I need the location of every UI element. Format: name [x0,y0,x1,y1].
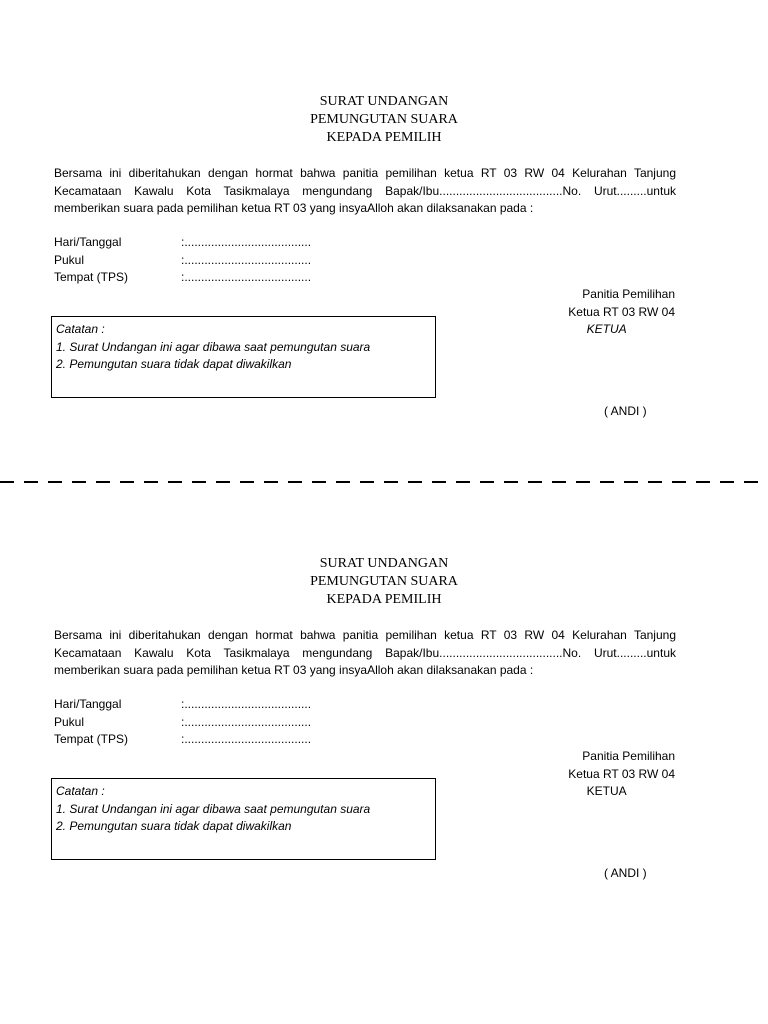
note-heading: Catatan : [56,784,105,798]
field-label: Pukul [54,252,85,267]
signature-org: Panitia Pemilihan [582,287,675,301]
body-line: memberikan suara pada pemilihan ketua RT 03 yang insyaAlloh akan dilaksanakan pada : [54,663,534,677]
body-line: Bersama ini diberitahukan dengan hormat bahwa panitia pemilihan ketua RT 03 RW 04 Kelurahan Tanjung [54,628,676,642]
body-line: Kecamataan Kawalu Kota Tasikmalaya mengundang Bapak/Ibu.....................................No. Urut.........untuk [54,183,676,198]
event-fields [54,234,311,287]
field-time [54,714,311,732]
body-line: memberikan suara pada pemilihan ketua RT 03 yang insyaAlloh akan dilaksanakan pada : [54,201,534,215]
signer-name: ( ANDI ) [604,404,647,418]
body-line: Bersama ini diberitahukan dengan hormat bahwa panitia pemilihan ketua RT 03 RW 04 Kelurahan Tanjung [54,166,676,180]
letter-title [0,93,768,147]
letter-body [54,165,676,218]
letter-title [0,555,768,609]
field-label: Tempat (TPS) [54,732,129,746]
field-time [54,252,311,270]
signature-block [568,748,675,801]
note-item: 2. Pemungutan suara tidak dapat diwakilkan [56,819,292,833]
field-value: :...................................... [181,697,312,711]
field-value: :...................................... [181,270,312,284]
title-line: PEMUNGUTAN SUARA [310,574,458,589]
note-item: 2. Pemungutan suara tidak dapat diwakilkan [56,357,292,371]
title-line: PEMUNGUTAN SUARA [310,112,458,127]
signature-block [568,286,675,339]
signer-name: ( ANDI ) [604,866,647,880]
signature-role: KETUA [586,784,627,798]
letter-body [54,627,676,680]
title-line: SURAT UNDANGAN [319,556,449,571]
note-box [51,778,436,860]
field-value: :...................................... [181,714,312,729]
field-value: :...................................... [181,235,312,249]
note-item: 1. Surat Undangan ini agar dibawa saat pemungutan suara [56,801,371,816]
field-label: Pukul [54,714,85,729]
field-value: :...................................... [181,252,312,267]
note-box [51,316,436,398]
field-label: Hari/Tanggal [54,697,122,711]
field-place [54,269,311,287]
title-line: SURAT UNDANGAN [319,94,449,109]
field-value: :...................................... [181,732,312,746]
signature-position: Ketua RT 03 RW 04 [568,766,675,781]
field-date [54,234,311,252]
note-item: 1. Surat Undangan ini agar dibawa saat pemungutan suara [56,339,371,354]
invitation-letter [0,0,768,418]
field-date [54,696,311,714]
title-line: KEPADA PEMILIH [326,592,442,607]
event-fields [54,696,311,749]
field-place [54,731,311,749]
signature-role: KETUA [586,322,627,336]
field-label: Tempat (TPS) [54,270,129,284]
note-heading: Catatan : [56,322,105,336]
body-line: Kecamataan Kawalu Kota Tasikmalaya mengundang Bapak/Ibu.....................................No. Urut.........untuk [54,645,676,660]
signature-org: Panitia Pemilihan [582,749,675,763]
signature-position: Ketua RT 03 RW 04 [568,304,675,319]
title-line: KEPADA PEMILIH [326,130,442,145]
invitation-letter [0,462,768,880]
field-label: Hari/Tanggal [54,235,122,249]
